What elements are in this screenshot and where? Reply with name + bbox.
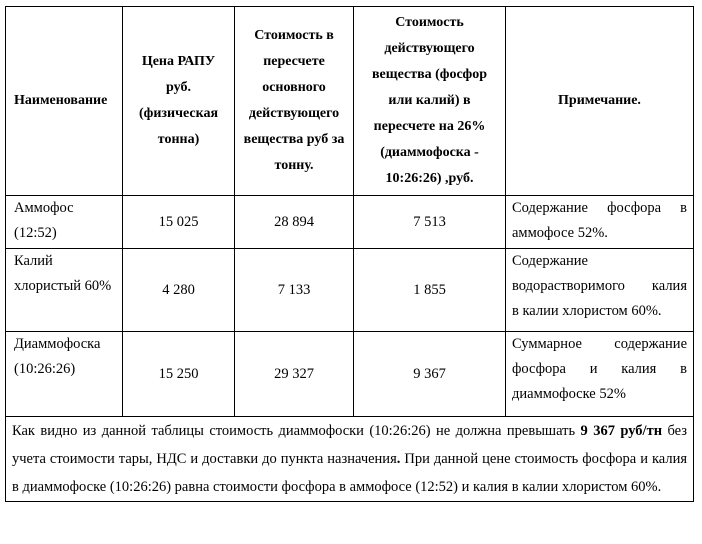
row-note-last: в калии хлористом 60%. [512,303,662,319]
summary-row [6,417,694,502]
summary-part2: без учета стоимости тары, НДС и доставки до пункта назначения [12,423,688,467]
table-row [6,196,694,249]
row-cost-26: 9 367 [354,332,506,417]
header-cost-26: Стоимость действующего вещества (фосфор или калий) в пересчете на 26% (диаммофоска - 10:26:26) ,руб. [354,7,506,196]
row-name: Аммофос (12:52) [6,196,123,249]
header-name: Наименование [6,7,123,196]
row-note-text: Содержание водорастворимого калия [512,253,687,294]
row-name: Диаммофоска (10:26:26) [6,332,123,417]
header-note: Примечание. [506,7,694,196]
row-note-last: аммофосе 52%. [512,225,608,241]
row-cost-main: 29 327 [235,332,354,417]
row-note-last: диаммофоске 52% [512,386,626,402]
row-price: 15 250 [123,332,235,417]
row-cost-main: 7 133 [235,249,354,332]
row-price: 15 025 [123,196,235,249]
summary-bold-period: . [396,451,401,467]
row-price: 4 280 [123,249,235,332]
table-row [6,249,694,332]
row-note [506,249,694,332]
row-cost-26: 1 855 [354,249,506,332]
row-name: Калий хлористый 60% [6,249,123,332]
row-note-text: Содержание фосфора в [512,200,687,216]
header-price: Цена РАПУ руб. (физическая тонна) [123,7,235,196]
table-row [6,332,694,417]
price-comparison-table [5,6,694,502]
header-cost-main: Стоимость в пересчете основного действующего вещества руб за тонну. [235,7,354,196]
row-cost-main: 28 894 [235,196,354,249]
row-note [506,332,694,417]
summary-text [6,417,694,502]
row-cost-26: 7 513 [354,196,506,249]
header-row [6,7,694,196]
summary-bold-amount: 9 367 руб/тн [580,423,663,439]
summary-part3: При данной цене стоимость фосфора и калия в диаммофоске (10:26:26) равна стоимости фосфора в аммофосе (12:52) и калия в калии хлористом 60%. [12,451,687,495]
row-note [506,196,694,249]
row-note-text: Суммарное содержание фосфора и калия в [512,336,687,377]
summary-part1: Как видно из данной таблицы стоимость диаммофоски (10:26:26) не должна превышать [12,423,581,439]
